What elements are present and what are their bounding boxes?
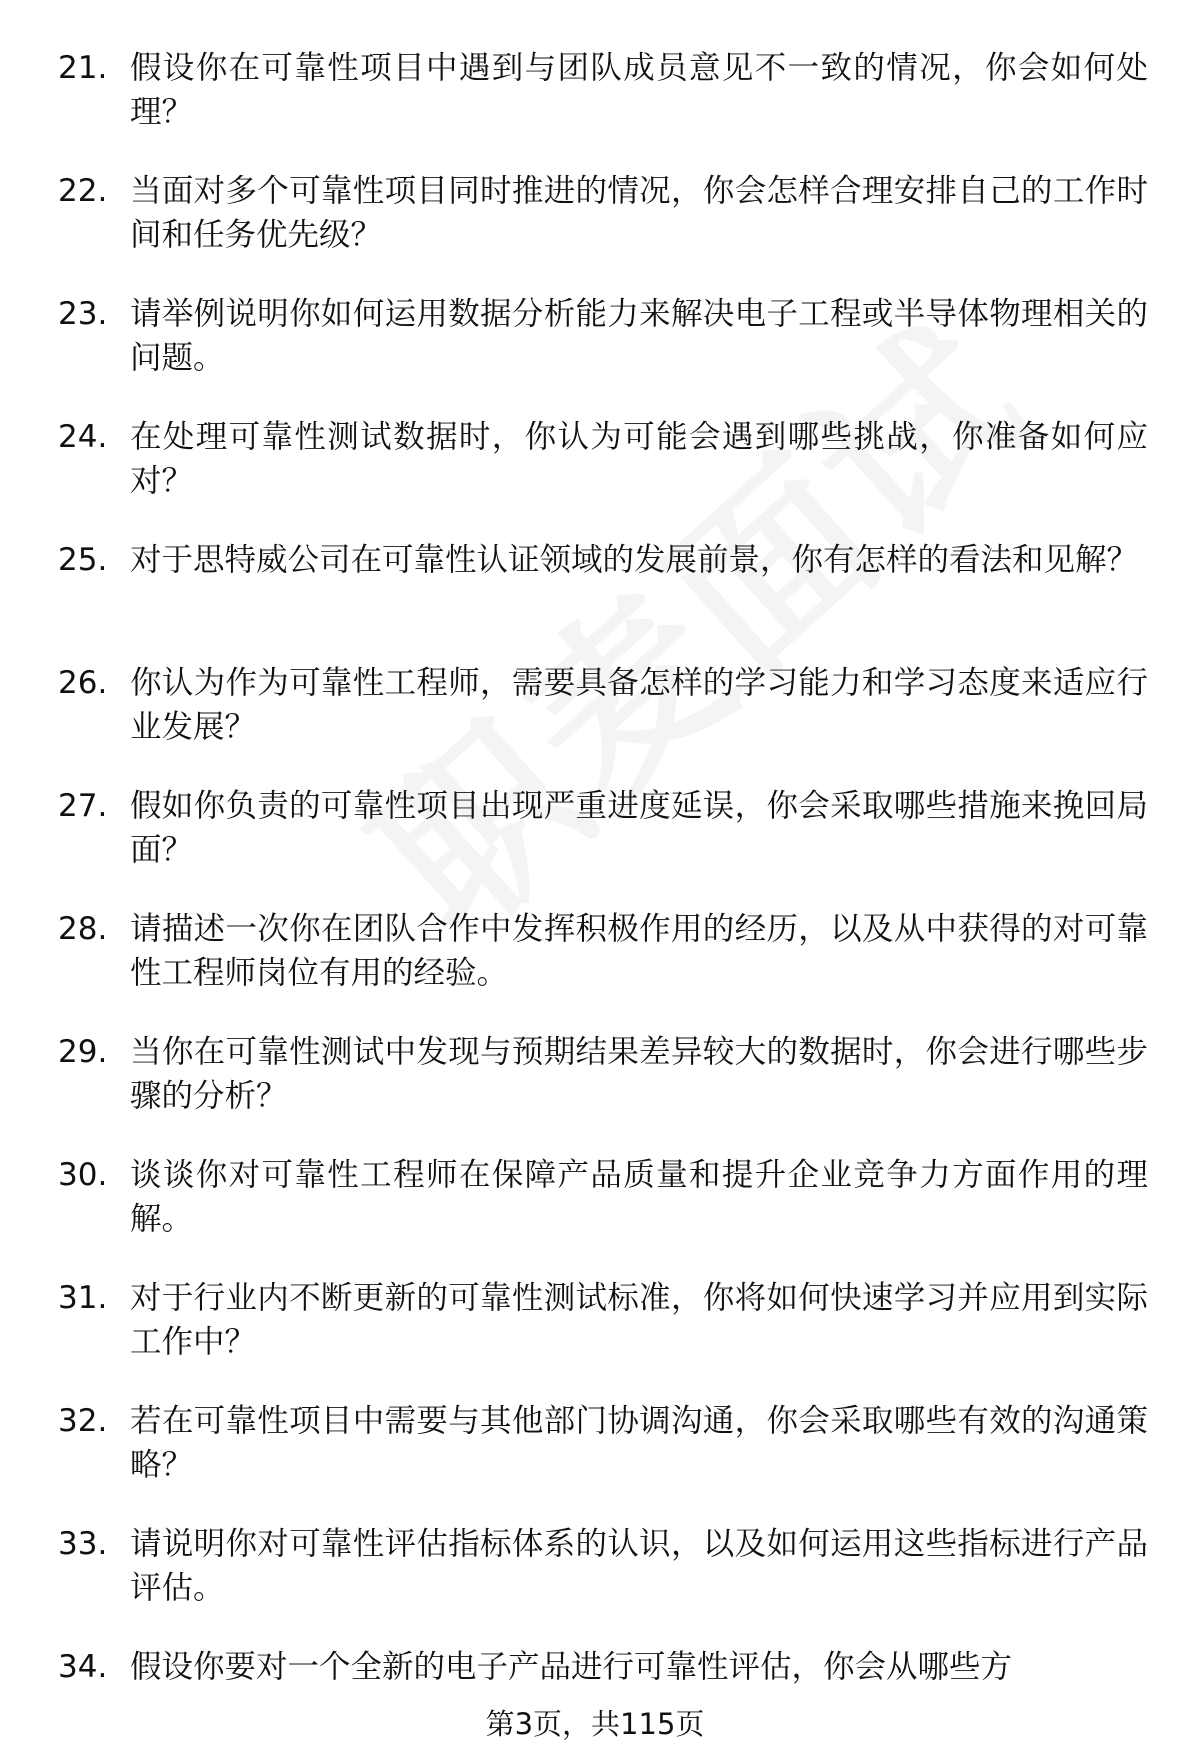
list-item: [58, 784, 1148, 907]
list-item: [58, 169, 1148, 292]
question-number: 22.: [58, 173, 108, 209]
question-text: 对于思特威公司在可靠性认证领域的发展前景，你有怎样的看法和见解？: [130, 542, 1139, 578]
question-text: 请举例说明你如何运用数据分析能力来解决电子工程或半导体物理相关的问题。: [130, 296, 1148, 376]
question-number: 23.: [58, 296, 108, 332]
question-text: 在处理可靠性测试数据时，你认为可能会遇到哪些挑战，你准备如何应对？: [130, 419, 1148, 499]
list-item: [58, 661, 1148, 784]
question-text: 当面对多个可靠性项目同时推进的情况，你会怎样合理安排自己的工作时间和任务优先级？: [130, 173, 1148, 253]
question-number: 27.: [58, 788, 108, 824]
question-number: 29.: [58, 1034, 108, 1070]
question-text: 你认为作为可靠性工程师，需要具备怎样的学习能力和学习态度来适应行业发展？: [130, 665, 1148, 745]
question-number: 32.: [58, 1403, 108, 1439]
question-number: 31.: [58, 1280, 108, 1316]
question-number: 28.: [58, 911, 108, 947]
question-number: 25.: [58, 542, 108, 578]
question-number: 34.: [58, 1649, 108, 1685]
list-item: [58, 538, 1148, 661]
question-text: 假如你负责的可靠性项目出现严重进度延误，你会采取哪些措施来挽回局面？: [130, 788, 1148, 868]
list-item: [58, 1030, 1148, 1153]
question-text: 对于行业内不断更新的可靠性测试标准，你将如何快速学习并应用到实际工作中？: [130, 1280, 1148, 1360]
question-number: 26.: [58, 665, 108, 701]
question-text: 若在可靠性项目中需要与其他部门协调沟通，你会采取哪些有效的沟通策略？: [130, 1403, 1148, 1483]
list-item: [58, 292, 1148, 415]
question-number: 21.: [58, 50, 108, 86]
question-text: 谈谈你对可靠性工程师在保障产品质量和提升企业竞争力方面作用的理解。: [130, 1157, 1148, 1237]
list-item: [58, 1399, 1148, 1522]
question-list: [58, 46, 1148, 1755]
question-text: 当你在可靠性测试中发现与预期结果差异较大的数据时，你会进行哪些步骤的分析？: [130, 1034, 1148, 1114]
question-text: 假设你在可靠性项目中遇到与团队成员意见不一致的情况，你会如何处理？: [130, 50, 1148, 130]
page-footer: [0, 1704, 1190, 1744]
page-number-label: 第3页，共115页: [485, 1707, 705, 1741]
question-text: 假设你要对一个全新的电子产品进行可靠性评估，你会从哪些方: [130, 1649, 1013, 1685]
question-number: 24.: [58, 419, 108, 455]
list-item: [58, 415, 1148, 538]
question-text: 请描述一次你在团队合作中发挥积极作用的经历，以及从中获得的对可靠性工程师岗位有用的经验。: [130, 911, 1148, 991]
list-item: [58, 1522, 1148, 1645]
list-item: [58, 1153, 1148, 1276]
question-number: 30.: [58, 1157, 108, 1193]
list-item: [58, 907, 1148, 1030]
question-text: 请说明你对可靠性评估指标体系的认识，以及如何运用这些指标进行产品评估。: [130, 1526, 1148, 1606]
question-number: 33.: [58, 1526, 108, 1562]
list-item: [58, 46, 1148, 169]
list-item: [58, 1276, 1148, 1399]
